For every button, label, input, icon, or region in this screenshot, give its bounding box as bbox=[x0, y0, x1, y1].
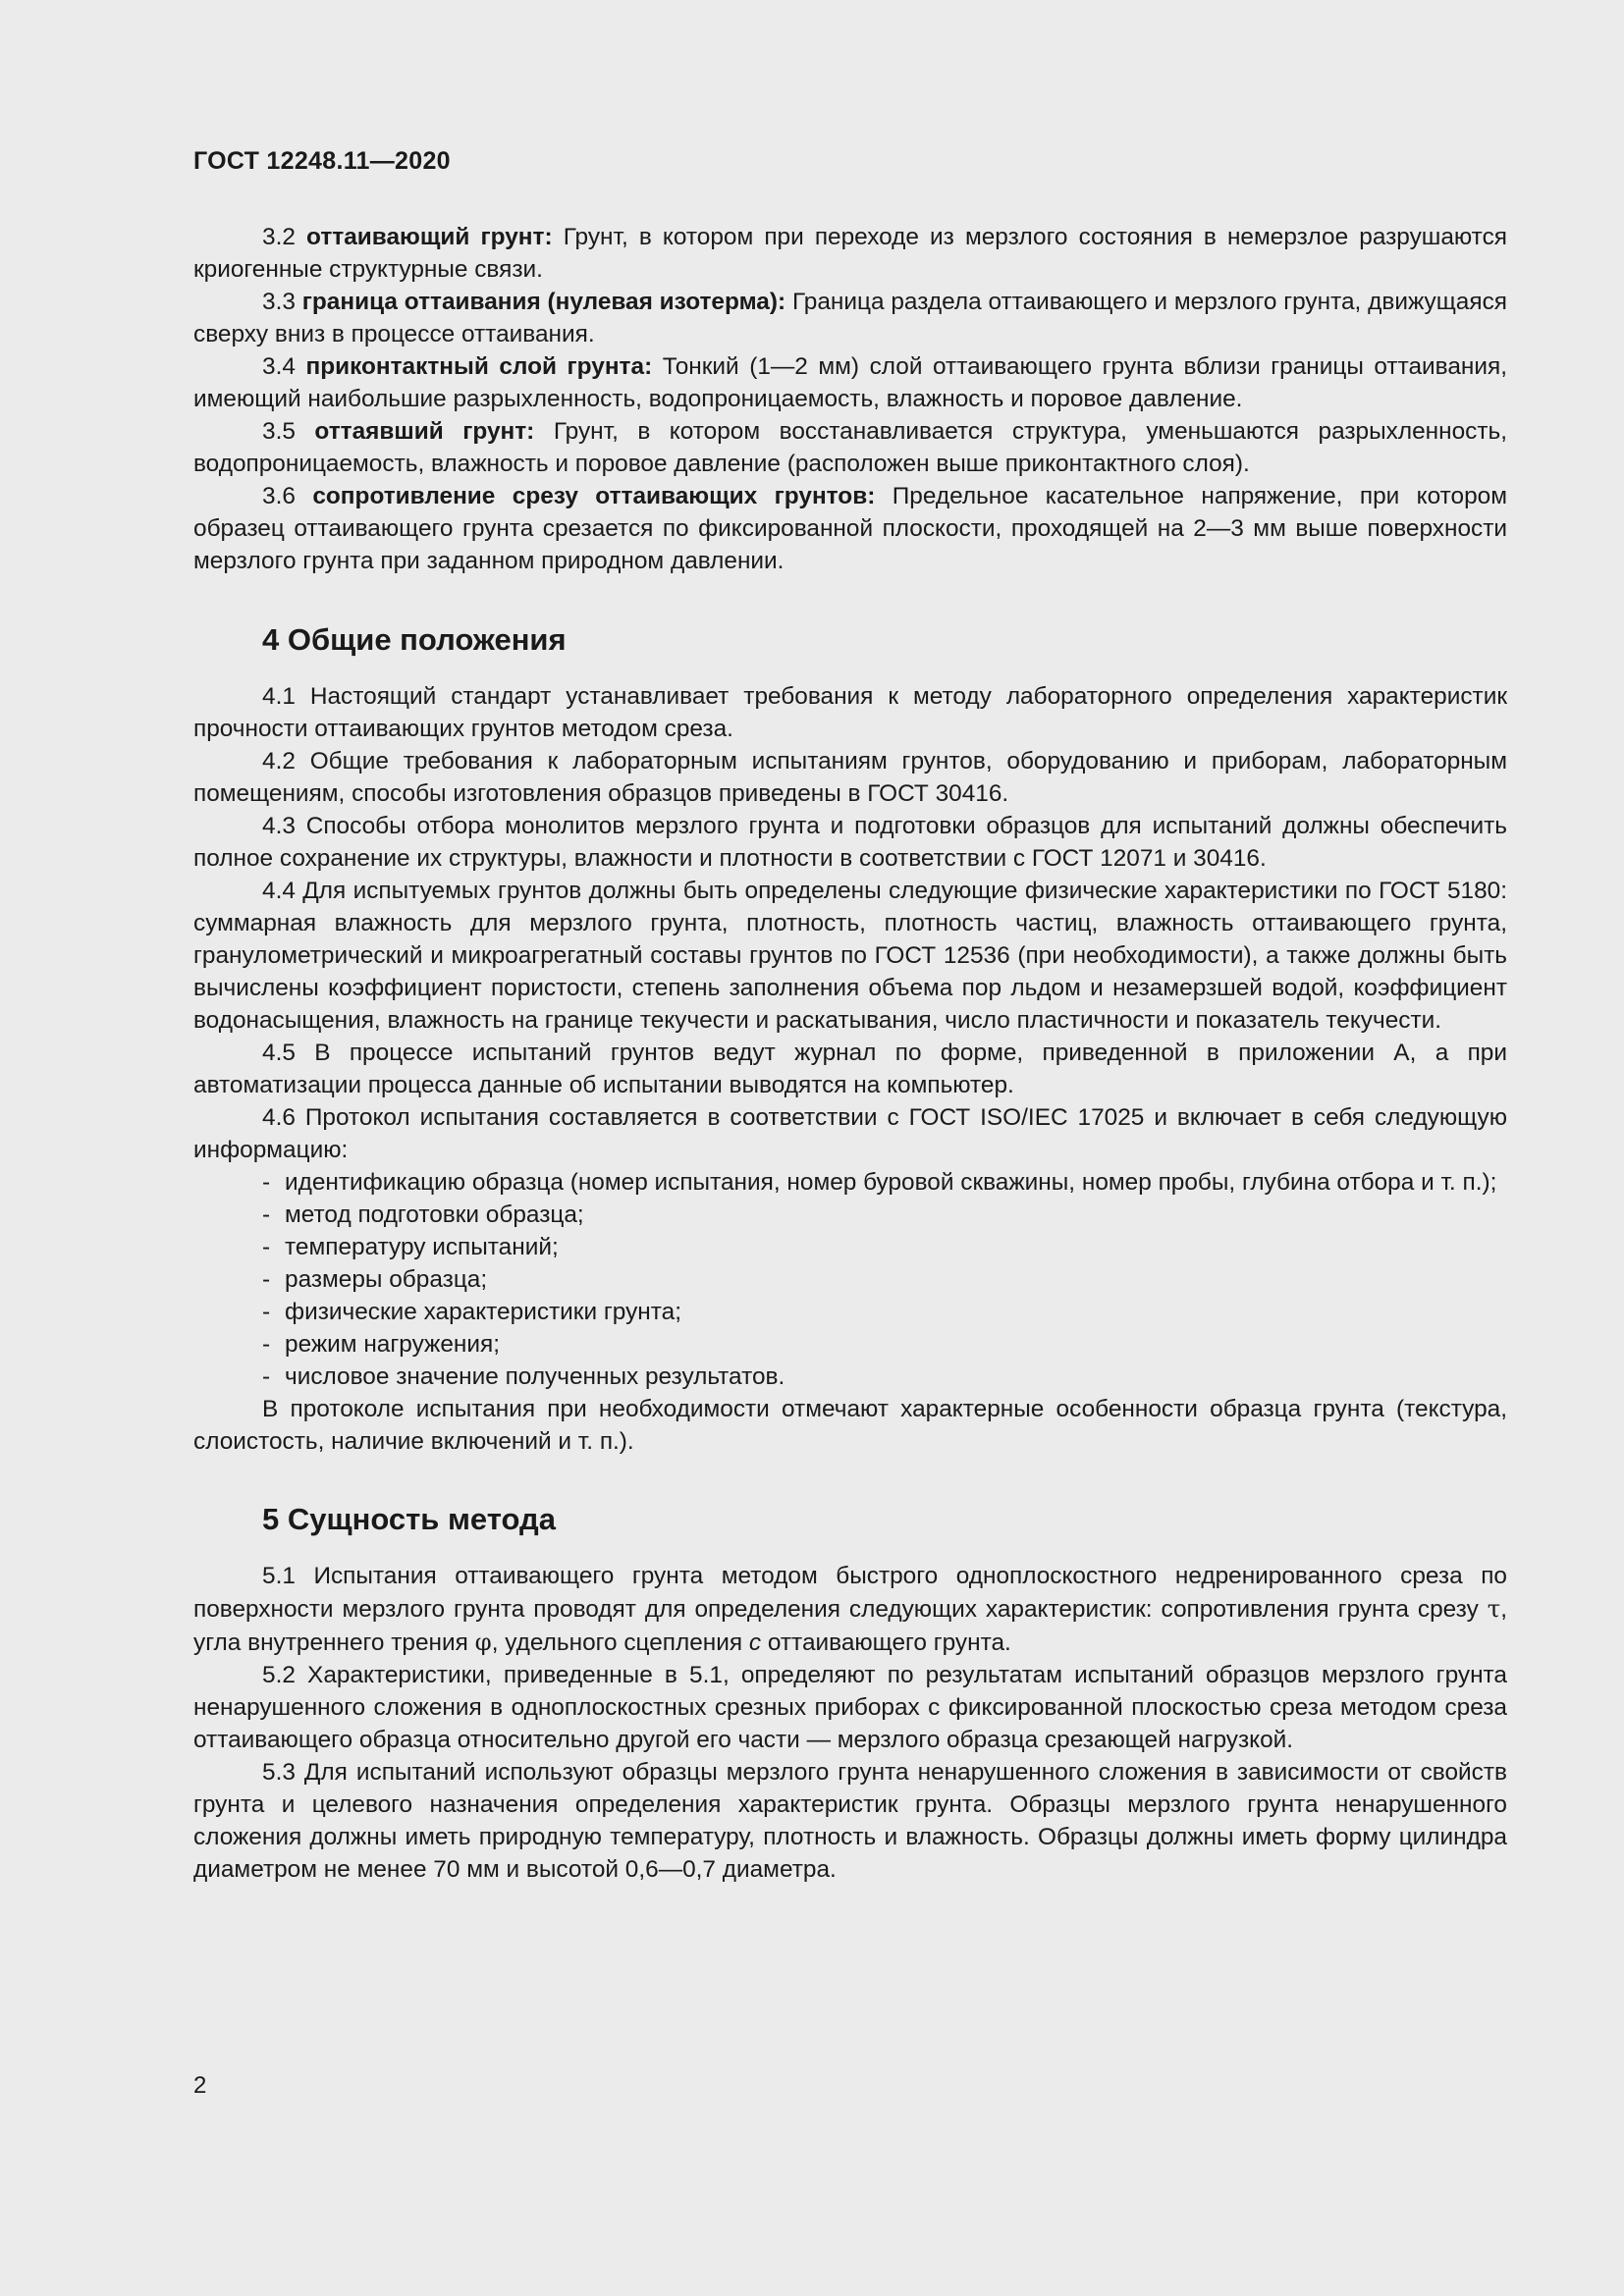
term-3-3 bbox=[193, 286, 1507, 350]
list-marker: - bbox=[262, 1234, 271, 1260]
list-item bbox=[193, 1263, 1507, 1296]
page-body bbox=[193, 221, 1507, 1886]
term-definition: Граница раздела оттаивающего и мерзлого грунта, движущаяся сверху вниз в процессе оттаивания. bbox=[193, 289, 1507, 347]
term-number: 3.4 bbox=[262, 353, 296, 380]
list-item-text: размеры образца; bbox=[285, 1266, 488, 1293]
list-item bbox=[193, 1328, 1507, 1361]
term-name: оттаивающий грунт: bbox=[306, 224, 553, 250]
term-3-5 bbox=[193, 415, 1507, 480]
list-item bbox=[193, 1296, 1507, 1328]
clause-4-3: 4.3 Способы отбора монолитов мерзлого грунта и подготовки образцов для испытаний должны обеспечить полное сохранение их структуры, влажности и плотности в соответствии с ГОСТ 12071 и 30416. bbox=[193, 813, 1507, 872]
list-marker: - bbox=[262, 1331, 271, 1358]
clause-4-1: 4.1 Настоящий стандарт устанавливает требования к методу лабораторного определения характеристик прочности оттаивающих грунтов методом среза. bbox=[193, 683, 1507, 742]
section-4-title: 4 Общие положения bbox=[262, 622, 567, 657]
clause-text: 5.1 Испытания оттаивающего грунта методом быстрого одноплоскостного недренированного среза по поверхности мерзлого грунта проводят для определения следующих характеристик: сопротивления грунта срезу bbox=[193, 1563, 1507, 1623]
list-marker: - bbox=[262, 1299, 271, 1325]
clause-4-5: 4.5 В процессе испытаний грунтов ведут журнал по форме, приведенной в приложении А, а при автоматизации процесса данные об испытании выводятся на компьютер. bbox=[193, 1040, 1507, 1098]
list-item bbox=[193, 1199, 1507, 1231]
document-code-header: ГОСТ 12248.11—2020 bbox=[193, 147, 451, 175]
list-item-text: метод подготовки образца; bbox=[285, 1201, 584, 1228]
list-marker: - bbox=[262, 1266, 271, 1293]
list-item-text: режим нагружения; bbox=[285, 1331, 500, 1358]
term-name: сопротивление срезу оттаивающих грунтов: bbox=[312, 483, 876, 509]
list-item bbox=[193, 1361, 1507, 1393]
term-name: граница оттаивания (нулевая изотерма): bbox=[301, 289, 786, 315]
term-definition: Грунт, в котором при переходе из мерзлого состояния в немерзлое разрушаются криогенные структурные связи. bbox=[193, 224, 1507, 283]
term-3-4 bbox=[193, 350, 1507, 415]
term-number: 3.3 bbox=[262, 289, 296, 315]
term-3-6 bbox=[193, 480, 1507, 577]
phi-symbol: φ bbox=[474, 1628, 492, 1656]
list-marker: - bbox=[262, 1201, 271, 1228]
protocol-info-list bbox=[193, 1166, 1507, 1393]
page-number: 2 bbox=[193, 2072, 207, 2099]
term-number: 3.5 bbox=[262, 418, 296, 445]
term-definition: Тонкий (1—2 мм) слой оттаивающего грунта вблизи границы оттаивания, имеющий наибольшие разрыхленность, водопроницаемость, влажность и поровое давление. bbox=[193, 353, 1508, 412]
term-name: приконтактный слой грунта: bbox=[305, 353, 653, 380]
list-marker: - bbox=[262, 1363, 271, 1390]
clause-5-2: 5.2 Характеристики, приведенные в 5.1, определяют по результатам испытаний образцов мерзлого грунта ненарушенного сложения в одноплоскостных срезных приборах с фиксированной плоскостью среза методом среза оттаивающего образца относительно другой его части — мерзлого образца срезающей нагрузкой. bbox=[193, 1662, 1507, 1753]
term-definition: Грунт, в котором восстанавливается структура, уменьшаются разрыхленность, водопроницаемость, влажность и поровое давление (расположен выше приконтактного слоя). bbox=[193, 418, 1507, 477]
clause-4-2: 4.2 Общие требования к лабораторным испытаниям грунтов, оборудованию и приборам, лабораторным помещениям, способы изготовления образцов приведены в ГОСТ 30416. bbox=[193, 748, 1507, 807]
term-definition: Предельное касательное напряжение, при котором образец оттаивающего грунта срезается по фиксированной плоскости, проходящей на 2—3 мм выше поверхности мерзлого грунта при заданном природном давлении. bbox=[193, 483, 1508, 574]
protocol-note: В протоколе испытания при необходимости отмечают характерные особенности образца грунта (текстура, слоистость, наличие включений и т. п.). bbox=[193, 1396, 1507, 1455]
clause-4-6: 4.6 Протокол испытания составляется в соответствии с ГОСТ ISO/IEC 17025 и включает в себя следующую информацию: bbox=[193, 1104, 1507, 1163]
list-item-text: физические характеристики грунта; bbox=[285, 1299, 681, 1325]
section-5-title: 5 Сущность метода bbox=[262, 1502, 556, 1536]
term-number: 3.2 bbox=[262, 224, 296, 250]
list-marker: - bbox=[262, 1169, 271, 1196]
list-item bbox=[193, 1231, 1507, 1263]
list-item bbox=[193, 1166, 1507, 1199]
tau-symbol: τ bbox=[1487, 1594, 1501, 1623]
list-item-text: числовое значение полученных результатов. bbox=[285, 1363, 785, 1390]
term-number: 3.6 bbox=[262, 483, 296, 509]
clause-5-3: 5.3 Для испытаний используют образцы мерзлого грунта ненарушенного сложения в зависимости от свойств грунта и целевого назначения определения характеристик грунта. Образцы мерзлого грунта ненарушенного сложения должны иметь природную температуру, плотность и влажность. Образцы должны иметь форму цилиндра диаметром не менее 70 мм и высотой 0,6—0,7 диаметра. bbox=[193, 1759, 1507, 1883]
clause-text: , угла внутреннего трения bbox=[193, 1596, 1507, 1656]
list-item-text: идентификацию образца (номер испытания, номер буровой скважины, номер пробы, глубина отбора и т. п.); bbox=[285, 1169, 1497, 1196]
clause-text: , удельного сцепления bbox=[491, 1629, 749, 1656]
term-3-2 bbox=[193, 221, 1507, 286]
clause-5-1 bbox=[193, 1560, 1507, 1659]
clause-text: оттаивающего грунта. bbox=[761, 1629, 1011, 1656]
c-symbol: c bbox=[748, 1629, 762, 1656]
list-item-text: температуру испытаний; bbox=[285, 1234, 559, 1260]
term-name: оттаявший грунт: bbox=[314, 418, 535, 445]
clause-4-4: 4.4 Для испытуемых грунтов должны быть определены следующие физические характеристики по ГОСТ 5180: суммарная влажность для мерзлого грунта, плотность, плотность частиц, влажность оттаивающего грунта, гранулометрический и микроагрегатный составы грунтов по ГОСТ 12536 (при необходимости), а также должны быть вычислены коэффициент пористости, степень заполнения объема пор льдом и незамерзшей водой, коэффициент водонасыщения, влажность на границе текучести и раскатывания, число пластичности и показатель текучести. bbox=[193, 878, 1507, 1034]
